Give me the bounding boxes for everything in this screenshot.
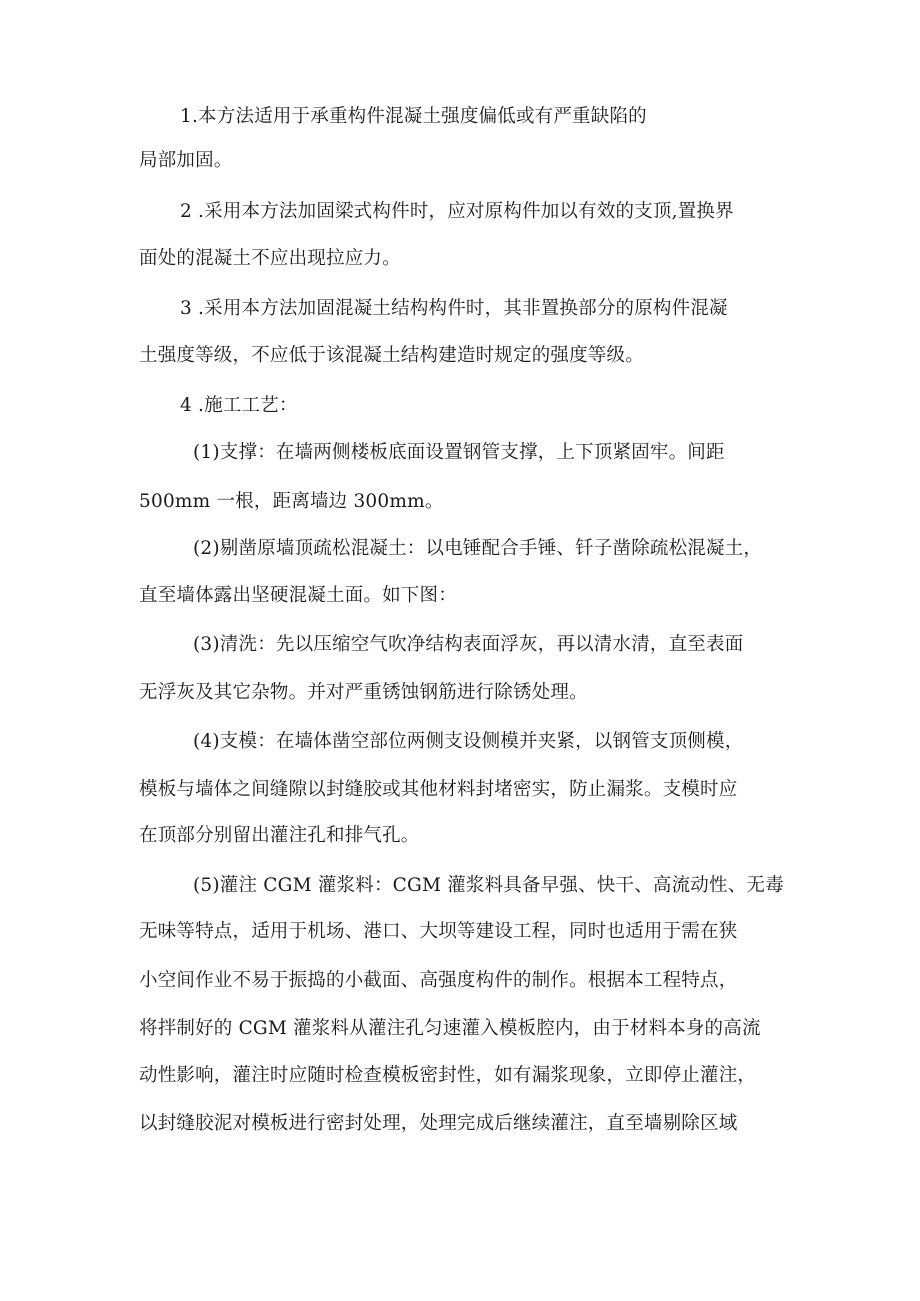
text-line-4: 面处的混凝土不应出现拉应力。 [139,248,401,269]
text-line-11: 直至墙体露出坚硬混凝土面。如下图： [139,585,457,606]
text-line-6: 土强度等级，不应低于该混凝土结构建造时规定的强度等级。 [139,345,644,366]
text-line-19: 小空间作业不易于振捣的小截面、高强度构件的制作。根据本工程特点， [139,970,738,991]
text-line-5: 3 .采用本方法加固混凝土结构构件时，其非置换部分的原构件混凝 [180,298,728,319]
text-line-2: 局部加固。 [139,150,233,171]
text-line-12: (3)清洗：先以压缩空气吹净结构表面浮灰，再以清水清，直至表面 [193,634,744,655]
text-line-16: 在顶部分别留出灌注孔和排气孔。 [139,825,420,846]
text-line-10: (2)剔凿原墙顶疏松混凝土：以电锤配合手锤、钎子凿除疏松混凝土， [193,538,763,559]
text-line-20: 将拌制好的 CGM 灌浆料从灌注孔匀速灌入模板腔内，由于材料本身的高流 [139,1018,761,1039]
text-line-1: 1.本方法适用于承重构件混凝土强度偏低或有严重缺陷的 [180,106,647,127]
text-line-17: (5)灌注 CGM 灌浆料：CGM 灌浆料具备早强、快干、高流动性、无毒 [193,875,784,896]
text-line-21: 动性影响，灌注时应随时检查模板密封性，如有漏浆现象，立即停止灌注， [139,1065,757,1086]
text-line-8: (1)支撑：在墙两侧楼板底面设置钢管支撑，上下顶紧固牢。间距 [193,442,725,463]
text-line-13: 无浮灰及其它杂物。并对严重锈蚀钢筋进行除锈处理。 [139,682,588,703]
text-line-7: 4 .施工工艺： [180,395,298,416]
text-line-3: 2 .采用本方法加固梁式构件时，应对原构件加以有效的支顶,置换界 [180,201,734,222]
text-line-15: 模板与墙体之间缝隙以封缝胶或其他材料封堵密实，防止漏浆。支模时应 [139,779,738,800]
text-line-18: 无味等特点，适用于机场、港口、大坝等建设工程，同时也适用于需在狭 [139,921,738,942]
text-line-9: 500mm 一根，距离墙边 300mm。 [139,491,444,512]
text-line-14: (4)支模：在墙体凿空部位两侧支设侧模并夹紧，以钢管支顶侧模， [193,731,744,752]
text-line-22: 以封缝胶泥对模板进行密封处理，处理完成后继续灌注，直至墙剔除区域 [139,1113,738,1134]
